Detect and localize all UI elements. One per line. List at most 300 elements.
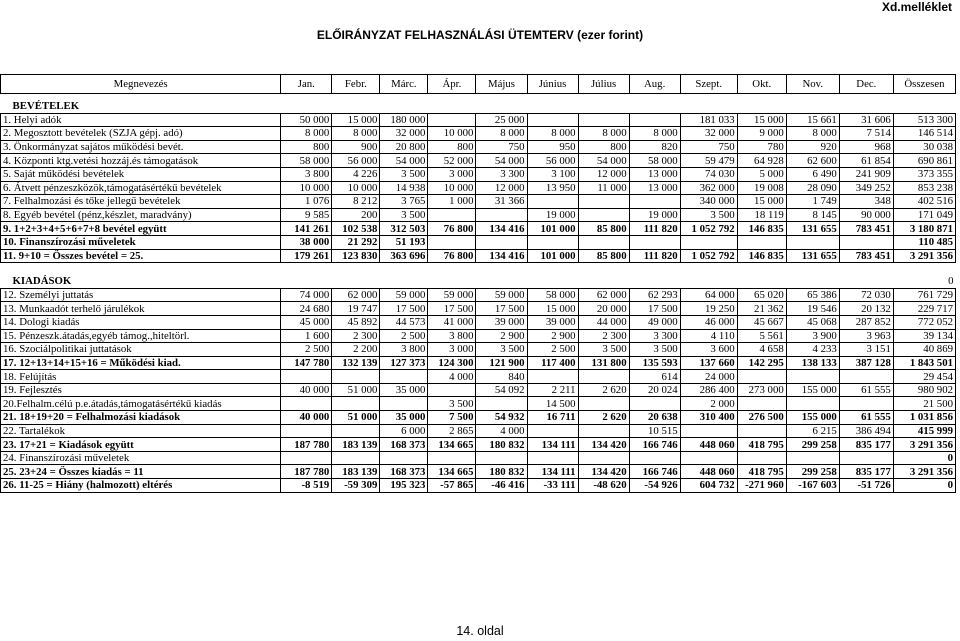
month-cell: 287 852 xyxy=(839,315,893,329)
row-label: 20.Felhalm.célú p.e.átadás,támogatásértékű kiadás xyxy=(1,397,281,411)
month-cell: 24 000 xyxy=(680,370,737,384)
row-label: 19. Fejlesztés xyxy=(1,383,281,397)
month-cell: 15 661 xyxy=(786,113,839,127)
month-cell xyxy=(737,451,786,465)
month-cell: 3 600 xyxy=(680,343,737,357)
month-cell: 21 292 xyxy=(332,235,380,249)
month-cell: -46 416 xyxy=(476,479,527,493)
month-cell: -48 620 xyxy=(578,479,629,493)
month-cell: 187 780 xyxy=(281,465,332,479)
month-cell xyxy=(629,451,680,465)
month-cell: 4 000 xyxy=(428,370,476,384)
month-cell: -51 726 xyxy=(839,479,893,493)
month-cell xyxy=(428,208,476,222)
month-cell: 8 000 xyxy=(527,127,578,141)
month-cell xyxy=(578,113,629,127)
month-cell: 8 000 xyxy=(281,127,332,141)
month-cell: 32 000 xyxy=(380,127,428,141)
month-cell: 74 000 xyxy=(281,288,332,302)
month-cell: 840 xyxy=(476,370,527,384)
table-row xyxy=(1,397,956,411)
month-cell xyxy=(578,397,629,411)
month-cell: 340 000 xyxy=(680,195,737,209)
month-cell: 40 000 xyxy=(281,411,332,425)
row-total-cell: 690 861 xyxy=(893,154,955,168)
month-cell: 45 892 xyxy=(332,315,380,329)
month-cell: 835 177 xyxy=(839,465,893,479)
month-cell: 19 747 xyxy=(332,302,380,316)
month-cell: 604 732 xyxy=(680,479,737,493)
month-cell: 3 800 xyxy=(428,329,476,343)
month-cell: 310 400 xyxy=(680,411,737,425)
month-cell: 9 000 xyxy=(737,127,786,141)
month-cell: 134 420 xyxy=(578,438,629,452)
month-cell: 134 665 xyxy=(428,438,476,452)
month-cell: 11 000 xyxy=(578,181,629,195)
month-cell: 387 128 xyxy=(839,356,893,370)
month-cell: 90 000 xyxy=(839,208,893,222)
row-label: 26. 11-25 = Hiány (halmozott) eltérés xyxy=(1,479,281,493)
month-cell: 3 500 xyxy=(428,397,476,411)
month-cell: 155 000 xyxy=(786,383,839,397)
month-cell: 20 800 xyxy=(380,140,428,154)
row-label: 9. 1+2+3+4+5+6+7+8 bevétel együtt xyxy=(1,222,281,236)
month-cell: 54 000 xyxy=(380,154,428,168)
month-cell xyxy=(476,235,527,249)
table-row xyxy=(1,465,956,479)
column-header: Febr. xyxy=(332,75,380,94)
month-cell xyxy=(428,113,476,127)
month-cell xyxy=(578,208,629,222)
row-total-cell: 761 729 xyxy=(893,288,955,302)
month-cell: 8 000 xyxy=(476,127,527,141)
row-total-cell: 3 291 356 xyxy=(893,438,955,452)
month-cell: 3 500 xyxy=(380,208,428,222)
row-label: 25. 23+24 = Összes kiadás = 11 xyxy=(1,465,281,479)
month-cell xyxy=(380,397,428,411)
table-row xyxy=(1,411,956,425)
month-cell: 51 193 xyxy=(380,235,428,249)
month-cell: 15 000 xyxy=(332,113,380,127)
column-header: Aug. xyxy=(629,75,680,94)
section-label: BEVÉTELEK xyxy=(1,100,281,113)
month-cell: 312 503 xyxy=(380,222,428,236)
month-cell: 3 000 xyxy=(428,343,476,357)
month-cell: 900 xyxy=(332,140,380,154)
column-header: Július xyxy=(578,75,629,94)
table-row xyxy=(1,235,956,249)
month-cell: 61 555 xyxy=(839,383,893,397)
month-cell: 3 500 xyxy=(680,208,737,222)
row-total-cell: 853 238 xyxy=(893,181,955,195)
row-total-cell: 3 180 871 xyxy=(893,222,955,236)
month-cell: 45 667 xyxy=(737,315,786,329)
month-cell xyxy=(839,451,893,465)
row-total-cell: 29 454 xyxy=(893,370,955,384)
row-label: 15. Pénzeszk.átadás,egyéb támog.,hiteltörl. xyxy=(1,329,281,343)
month-cell: 44 000 xyxy=(578,315,629,329)
month-cell xyxy=(578,195,629,209)
table-row xyxy=(1,249,956,263)
month-cell: 134 416 xyxy=(476,222,527,236)
row-total-cell: 0 xyxy=(893,451,955,465)
month-cell: 12 000 xyxy=(578,167,629,181)
month-cell: 25 000 xyxy=(476,113,527,127)
month-cell: 2 500 xyxy=(380,329,428,343)
month-cell xyxy=(629,195,680,209)
row-label: 8. Egyéb bevétel (pénz,készlet, maradvány) xyxy=(1,208,281,222)
month-cell: 39 000 xyxy=(476,315,527,329)
month-cell: 20 132 xyxy=(839,302,893,316)
month-cell: 968 xyxy=(839,140,893,154)
month-cell xyxy=(629,397,680,411)
month-cell: 348 xyxy=(839,195,893,209)
month-cell: 111 820 xyxy=(629,222,680,236)
month-cell xyxy=(680,451,737,465)
month-cell: 146 835 xyxy=(737,222,786,236)
month-cell: 180 832 xyxy=(476,438,527,452)
month-cell: 386 494 xyxy=(839,424,893,438)
table-row xyxy=(1,140,956,154)
month-cell: 35 000 xyxy=(380,383,428,397)
month-cell: 448 060 xyxy=(680,438,737,452)
month-cell: 10 000 xyxy=(332,181,380,195)
month-cell: 58 000 xyxy=(281,154,332,168)
month-cell: 180 000 xyxy=(380,113,428,127)
month-cell: 38 000 xyxy=(281,235,332,249)
month-cell: 13 950 xyxy=(527,181,578,195)
row-total-cell: 3 291 356 xyxy=(893,249,955,263)
month-cell: 56 000 xyxy=(332,154,380,168)
month-cell: 2 500 xyxy=(527,343,578,357)
month-cell: 19 546 xyxy=(786,302,839,316)
month-cell: 183 139 xyxy=(332,465,380,479)
month-cell: 4 000 xyxy=(476,424,527,438)
section-header-row xyxy=(1,275,956,288)
row-label: 4. Központi ktg.vetési hozzáj.és támogatások xyxy=(1,154,281,168)
month-cell: 4 658 xyxy=(737,343,786,357)
column-header: Összesen xyxy=(893,75,955,94)
table-row xyxy=(1,479,956,493)
month-cell: 138 133 xyxy=(786,356,839,370)
month-cell: 2 865 xyxy=(428,424,476,438)
month-cell: 51 000 xyxy=(332,411,380,425)
month-cell: 146 835 xyxy=(737,249,786,263)
month-cell xyxy=(737,235,786,249)
row-total-cell: 980 902 xyxy=(893,383,955,397)
month-cell: 20 024 xyxy=(629,383,680,397)
row-total-cell: 402 516 xyxy=(893,195,955,209)
column-header: Márc. xyxy=(380,75,428,94)
month-cell: 76 800 xyxy=(428,222,476,236)
month-cell xyxy=(737,424,786,438)
header-row xyxy=(1,75,956,94)
month-cell: 45 000 xyxy=(281,315,332,329)
month-cell: 1 600 xyxy=(281,329,332,343)
month-cell: 3 500 xyxy=(380,167,428,181)
month-cell: 3 800 xyxy=(380,343,428,357)
month-cell xyxy=(476,451,527,465)
month-cell: 418 795 xyxy=(737,438,786,452)
month-cell: 72 030 xyxy=(839,288,893,302)
budget-schedule-table xyxy=(0,74,956,493)
month-cell: 61 555 xyxy=(839,411,893,425)
month-cell: 5 561 xyxy=(737,329,786,343)
month-cell: 31 606 xyxy=(839,113,893,127)
month-cell: 13 000 xyxy=(629,181,680,195)
month-cell: 31 366 xyxy=(476,195,527,209)
month-cell: 59 479 xyxy=(680,154,737,168)
month-cell xyxy=(786,397,839,411)
month-cell: 62 293 xyxy=(629,288,680,302)
month-cell: 820 xyxy=(629,140,680,154)
month-cell: 181 033 xyxy=(680,113,737,127)
section-header-row xyxy=(1,100,956,113)
month-cell: 17 500 xyxy=(629,302,680,316)
month-cell: 101 000 xyxy=(527,222,578,236)
month-cell: 168 373 xyxy=(380,438,428,452)
month-cell xyxy=(737,397,786,411)
month-cell xyxy=(428,451,476,465)
month-cell: 65 020 xyxy=(737,288,786,302)
column-header: Jan. xyxy=(281,75,332,94)
month-cell: 8 212 xyxy=(332,195,380,209)
month-cell: 74 030 xyxy=(680,167,737,181)
month-cell: 3 100 xyxy=(527,167,578,181)
month-cell xyxy=(578,424,629,438)
row-total-cell: 0 xyxy=(893,479,955,493)
month-cell: 15 000 xyxy=(737,195,786,209)
month-cell: 3 151 xyxy=(839,343,893,357)
table-row xyxy=(1,208,956,222)
row-total-cell: 513 300 xyxy=(893,113,955,127)
month-cell xyxy=(428,235,476,249)
section-label: KIADÁSOK xyxy=(1,275,281,288)
row-label: 11. 9+10 = Összes bevétel = 25. xyxy=(1,249,281,263)
month-cell xyxy=(428,383,476,397)
month-cell: 16 711 xyxy=(527,411,578,425)
month-cell xyxy=(281,397,332,411)
month-cell: 10 515 xyxy=(629,424,680,438)
month-cell: 166 746 xyxy=(629,438,680,452)
month-cell xyxy=(332,397,380,411)
month-cell: 131 800 xyxy=(578,356,629,370)
month-cell xyxy=(737,370,786,384)
row-total-cell: 171 049 xyxy=(893,208,955,222)
row-total-cell: 373 355 xyxy=(893,167,955,181)
month-cell xyxy=(332,370,380,384)
table-row xyxy=(1,356,956,370)
row-total-cell: 39 134 xyxy=(893,329,955,343)
row-total-cell: 1 031 856 xyxy=(893,411,955,425)
month-cell: 363 696 xyxy=(380,249,428,263)
month-cell: 418 795 xyxy=(737,465,786,479)
month-cell: 180 832 xyxy=(476,465,527,479)
month-cell xyxy=(839,397,893,411)
month-cell: 13 000 xyxy=(629,167,680,181)
table-row xyxy=(1,424,956,438)
month-cell xyxy=(839,235,893,249)
month-cell: 183 139 xyxy=(332,438,380,452)
month-cell: 155 000 xyxy=(786,411,839,425)
month-cell: 44 573 xyxy=(380,315,428,329)
month-cell: 750 xyxy=(680,140,737,154)
month-cell: 2 000 xyxy=(680,397,737,411)
month-cell: 134 416 xyxy=(476,249,527,263)
month-cell: 10 000 xyxy=(428,181,476,195)
month-cell: 17 500 xyxy=(380,302,428,316)
month-cell: 76 800 xyxy=(428,249,476,263)
month-cell xyxy=(786,370,839,384)
month-cell: 17 500 xyxy=(476,302,527,316)
month-cell: 135 593 xyxy=(629,356,680,370)
month-cell: -8 519 xyxy=(281,479,332,493)
month-cell xyxy=(629,113,680,127)
month-cell: 783 451 xyxy=(839,249,893,263)
month-cell: 21 362 xyxy=(737,302,786,316)
month-cell xyxy=(786,451,839,465)
month-cell: 137 660 xyxy=(680,356,737,370)
month-cell: 448 060 xyxy=(680,465,737,479)
month-cell: 195 323 xyxy=(380,479,428,493)
column-header: Május xyxy=(476,75,527,94)
month-cell: 59 000 xyxy=(428,288,476,302)
table-row xyxy=(1,288,956,302)
month-cell: 1 076 xyxy=(281,195,332,209)
month-cell: 134 111 xyxy=(527,438,578,452)
month-cell: 920 xyxy=(786,140,839,154)
month-cell: 362 000 xyxy=(680,181,737,195)
month-cell: 6 490 xyxy=(786,167,839,181)
month-cell: 50 000 xyxy=(281,113,332,127)
month-cell: 7 500 xyxy=(428,411,476,425)
month-cell xyxy=(629,235,680,249)
month-cell: 131 655 xyxy=(786,222,839,236)
month-cell: 241 909 xyxy=(839,167,893,181)
month-cell: 17 500 xyxy=(428,302,476,316)
table-row xyxy=(1,222,956,236)
month-cell xyxy=(839,370,893,384)
month-cell: 54 932 xyxy=(476,411,527,425)
row-total-cell: 415 999 xyxy=(893,424,955,438)
row-total-cell: 21 500 xyxy=(893,397,955,411)
month-cell xyxy=(680,424,737,438)
month-cell: 187 780 xyxy=(281,438,332,452)
month-cell xyxy=(281,424,332,438)
row-label: 3. Önkormányzat sajátos működési bevét. xyxy=(1,140,281,154)
month-cell: 121 900 xyxy=(476,356,527,370)
month-cell: 8 000 xyxy=(786,127,839,141)
table-row xyxy=(1,329,956,343)
row-label: 5. Saját működési bevételek xyxy=(1,167,281,181)
table-row xyxy=(1,451,956,465)
month-cell: 62 000 xyxy=(578,288,629,302)
month-cell: 3 765 xyxy=(380,195,428,209)
month-cell: 62 000 xyxy=(332,288,380,302)
row-label: 1. Helyi adók xyxy=(1,113,281,127)
month-cell: 19 250 xyxy=(680,302,737,316)
month-cell: 9 585 xyxy=(281,208,332,222)
month-cell: 1 052 792 xyxy=(680,222,737,236)
month-cell xyxy=(476,208,527,222)
month-cell: -57 865 xyxy=(428,479,476,493)
month-cell xyxy=(578,370,629,384)
month-cell: 85 800 xyxy=(578,249,629,263)
month-cell: 800 xyxy=(428,140,476,154)
month-cell: 15 000 xyxy=(527,302,578,316)
month-cell: 2 620 xyxy=(578,383,629,397)
row-label: 7. Felhalmozási és tőke jellegű bevételek xyxy=(1,195,281,209)
month-cell: 64 000 xyxy=(680,288,737,302)
month-cell: 299 258 xyxy=(786,465,839,479)
month-cell: 39 000 xyxy=(527,315,578,329)
row-label: 14. Dologi kiadás xyxy=(1,315,281,329)
month-cell: 24 680 xyxy=(281,302,332,316)
month-cell: 2 300 xyxy=(578,329,629,343)
month-cell xyxy=(578,451,629,465)
month-cell: 4 226 xyxy=(332,167,380,181)
section-total: 0 xyxy=(893,275,955,288)
row-total-cell: 3 291 356 xyxy=(893,465,955,479)
month-cell xyxy=(578,235,629,249)
month-cell: 12 000 xyxy=(476,181,527,195)
month-cell: 147 780 xyxy=(281,356,332,370)
row-label: 2. Megosztott bevételek (SZJA gépj. adó) xyxy=(1,127,281,141)
column-header: Megnevezés xyxy=(1,75,281,94)
month-cell: 3 900 xyxy=(786,329,839,343)
month-cell: 8 000 xyxy=(332,127,380,141)
month-cell xyxy=(680,235,737,249)
column-header: Június xyxy=(527,75,578,94)
month-cell: 4 233 xyxy=(786,343,839,357)
row-total-cell: 30 038 xyxy=(893,140,955,154)
month-cell: 3 000 xyxy=(428,167,476,181)
month-cell: 3 963 xyxy=(839,329,893,343)
table-row xyxy=(1,370,956,384)
row-label: 16. Szociálpolitikai juttatások xyxy=(1,343,281,357)
month-cell: 117 400 xyxy=(527,356,578,370)
month-cell: 2 900 xyxy=(476,329,527,343)
column-header: Ápr. xyxy=(428,75,476,94)
month-cell xyxy=(527,195,578,209)
month-cell: 5 000 xyxy=(737,167,786,181)
row-label: 10. Finanszírozási műveletek xyxy=(1,235,281,249)
month-cell: 276 500 xyxy=(737,411,786,425)
month-cell: 6 215 xyxy=(786,424,839,438)
month-cell: -54 926 xyxy=(629,479,680,493)
row-label: 18. Felújítás xyxy=(1,370,281,384)
month-cell: 614 xyxy=(629,370,680,384)
month-cell xyxy=(527,113,578,127)
page-title: ELŐIRÁNYZAT FELHASZNÁLÁSI ÜTEMTERV (ezer forint) xyxy=(316,28,644,42)
table-row xyxy=(1,167,956,181)
month-cell: 58 000 xyxy=(629,154,680,168)
table-row xyxy=(1,302,956,316)
month-cell: 52 000 xyxy=(428,154,476,168)
month-cell: 127 373 xyxy=(380,356,428,370)
month-cell: 132 139 xyxy=(332,356,380,370)
month-cell xyxy=(380,451,428,465)
month-cell: 54 000 xyxy=(578,154,629,168)
month-cell: 2 300 xyxy=(332,329,380,343)
row-total-cell: 40 869 xyxy=(893,343,955,357)
month-cell: 1 052 792 xyxy=(680,249,737,263)
month-cell: 2 900 xyxy=(527,329,578,343)
month-cell: 1 000 xyxy=(428,195,476,209)
row-total-cell: 229 717 xyxy=(893,302,955,316)
month-cell: 7 514 xyxy=(839,127,893,141)
month-cell: 124 300 xyxy=(428,356,476,370)
